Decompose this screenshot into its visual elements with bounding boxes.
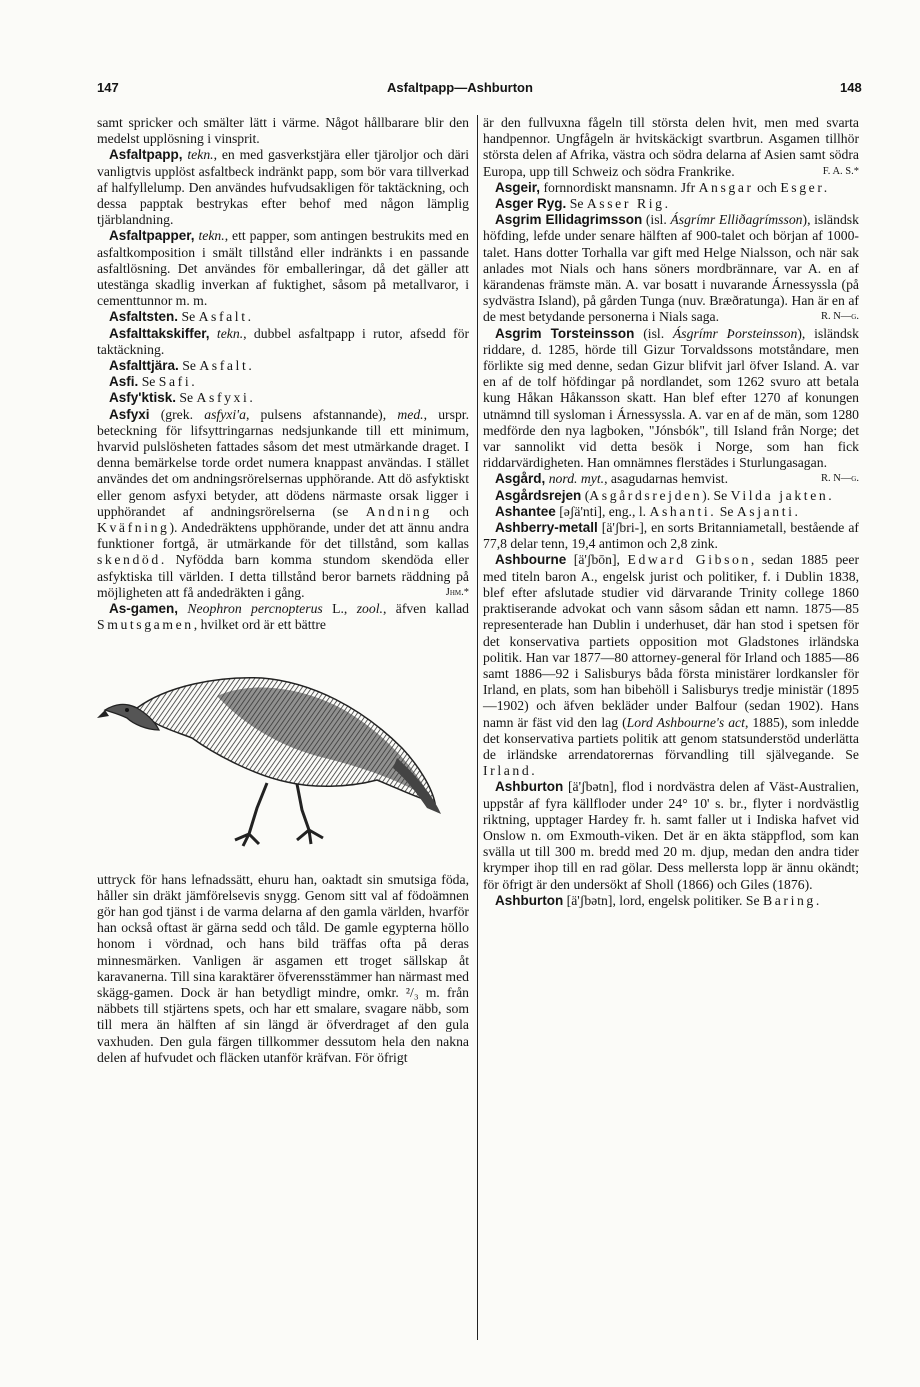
headword: Asfy'ktisk. <box>109 390 176 406</box>
person-name: Edward Gibson <box>627 552 751 568</box>
cross-reference: Vilda jakten. <box>730 487 835 503</box>
entry-body: , ett papper, som antingen bestrukits med en asfaltkomposition i smält tillstånd eller indränkts i en passande asfaltlösning. Det användes för emballeringar, då det gäller att utestänga skadlig inverkan af fuktighet, såsom på metallvaror, i cementtunnor m. m. <box>97 228 470 309</box>
see-label: Se <box>141 374 156 390</box>
entry-body: ), isländsk höfding, lefde under senare hälften af 900-talet och början af 1000-talet. Hans dotter Torhalla var gift med Helge Nialsson, och när sak anlades mot Nials och hans söners mordbrännare, var A. en af kärandenas främste män. A. var bosatt i nuvarande Árnessyssla (på sydvästra Island), på gården Tunga (nuv. Bræðratunga). Han är en af de mest betydande personerna i Nials saga. <box>483 212 859 325</box>
headword: Asger Ryg. <box>495 196 567 212</box>
entry-asgeir <box>483 180 859 196</box>
headword: Ashburton <box>495 779 564 795</box>
headword: Asfaltpapper, <box>109 228 195 244</box>
subject-tag: tekn. <box>216 325 244 341</box>
entry-body: ), isländsk riddare, d. 1285, hörde till Gizur Torvaldssons motståndare, men förlikte sig med denne, sedan Gizur blifvit jarl öfver Island. A. var en af de tolf höfdingar på nordlandet, som 1262 svuro att betala kung Håkan Håkansson skatt. Han blef efter 1270 af konungen utnämnd till sysloman i Árnessyssla. A. var en af de män, som 1280 medförde den nya lagboken, "Jónsbók", till Island från Norge; det var sannolikt vid detta besök i Norge, som han fick riddarvärdigheten. Han omnämnes flerstädes i Sturlungasagan. <box>483 325 859 471</box>
text-run: (isl. <box>642 212 671 228</box>
headword: Asfyxi <box>109 406 150 422</box>
vulture-leg-front <box>235 783 267 846</box>
cross-reference: Baring. <box>763 892 822 908</box>
headword: Ashantee <box>495 503 556 519</box>
entry-asger-ryg <box>483 196 859 212</box>
entry-ashburton-lord <box>483 893 859 909</box>
headword: As-gamen, <box>109 601 179 617</box>
see-label: Se <box>182 358 196 374</box>
headword: Asfalttjära. <box>109 358 179 374</box>
entry-asfaltpapp <box>97 147 469 228</box>
text-run: och <box>753 179 781 195</box>
cross-reference: Ansgar <box>698 179 754 195</box>
entry-body: , asagudarnas hemvist. <box>604 471 728 487</box>
entry-body: [ä'ʃbətn], lord, engelsk politiker. Se <box>563 892 763 908</box>
text-run: ). Se <box>702 487 731 503</box>
cross-reference: Asjanti. <box>736 503 801 519</box>
see-label: Se <box>569 196 584 212</box>
vulture-leg-back <box>297 784 323 844</box>
cross-reference: Safi. <box>158 374 198 390</box>
entry-body: [ä'ʃbətn], flod i nordvästra delen af Väst-Australien, uppstår af fyra källfloder under 24° 10' s. br., flyter i nordvästlig riktning, upptager Hardey fr. h. samt faller ut i Indiska hafvet vid Onslow n. om Exmouth-viken. Det är en äkta stäppflod, som kan svälla ut till 300 m. bredd med 20 m. djup, medan den andra tider krymper ihop till en rad gölar. Dess mellersta lopp är ännu okändt; för öfrigt är den undersökt af Sholl (1866) och Giles (1876). <box>483 779 859 892</box>
running-title: Asfaltpapp—Ashburton <box>387 80 533 95</box>
text-run: (grek. <box>149 406 205 422</box>
entry-asgrim-ellidagrimsson <box>483 212 859 325</box>
pronunciation: [ä'ʃbōn], <box>566 552 628 568</box>
entry-ashantee <box>483 504 859 520</box>
entry-body: , urspr. beteckning för lifsyttringarnas nedsjunkande till ett minimum, hvarvid pulslösheten fattades såsom det mest utmärkande draget. I denna bemärkelse torde ordet numera knappast användas. I stället användes det om andningsrörelsernas upphörande. Att dö asfyktiskt eller genom asfyxi betyder, att dödens närmaste orsak ligger i upphörandet af andningsrörelserna (se <box>97 406 470 519</box>
headword: Asgrim Ellidagrimsson <box>495 212 643 228</box>
entry-asfalttjara <box>97 358 469 374</box>
headword: Asfaltsten. <box>109 309 179 325</box>
column-divider <box>477 115 478 1340</box>
headword: Asfaltpapp, <box>109 147 183 163</box>
alt-form: Asgårdsrejden <box>589 487 703 503</box>
text-run: , hvilket ord är ett bättre <box>193 617 326 633</box>
subject-tag: tekn. <box>187 147 214 163</box>
headword: Asgård, <box>495 471 546 487</box>
entry-ashberry-metall <box>483 520 859 552</box>
cross-reference: Irland. <box>483 763 538 779</box>
text-run: ). Andedräktens upphörande, under det att ännu andra funktioner fortgå, är utmärkande för det tillstånd, som kallas <box>97 520 469 552</box>
entry-ashburton-river <box>483 779 859 892</box>
text-run: (isl. <box>634 325 673 341</box>
vulture-illustration <box>97 638 469 866</box>
cross-reference: Kväfning <box>97 520 170 536</box>
author-signature: R. N—g. <box>820 311 859 323</box>
cross-reference: Asser Rig. <box>586 196 671 212</box>
vulture-drawing <box>97 638 469 866</box>
entry-asgamen <box>97 601 469 633</box>
entry-body: fornnordiskt mansnamn. Jfr <box>540 179 699 195</box>
intro-paragraph: samt spricker och smälter lätt i värme. Något hållbarare blir den medelst upplösning i vinsprit. <box>97 115 469 147</box>
asgamen-conclusion <box>483 115 859 180</box>
entry-asfyxi <box>97 407 469 601</box>
cross-reference: Asfalt. <box>199 358 255 374</box>
subject-tag: med. <box>397 406 424 422</box>
text-run: , äfven kallad <box>382 601 470 617</box>
vulture-eye <box>125 708 129 712</box>
act-title: Lord Ashbourne's act <box>626 714 745 730</box>
see-label: Se <box>179 390 194 406</box>
page-header <box>0 80 920 100</box>
text-run: ( <box>581 487 590 503</box>
cross-reference: Ashanti. <box>649 503 717 519</box>
author-signature: F. A. S.* <box>822 165 859 177</box>
headword: Asgårdsrejen <box>495 487 582 503</box>
greek-term: asfyxi'a <box>204 406 246 422</box>
headword: Asgrim Torsteinsson <box>495 325 635 341</box>
left-column <box>97 115 469 1066</box>
text-run: , pulsens afstannande), <box>245 406 398 422</box>
author-signature: R. N—g. <box>820 473 859 485</box>
pronunciation: [əʃä'nti], eng., l. <box>555 503 650 519</box>
text-run: är den fullvuxna fågeln till största delen hvit, men med svarta handpennor. Ungfågeln är hvitskäckigt svartbrun. Asgamen tillhör största delen af Afrika, västra och södra delarna af Asien samt södra Europa, upp till Schweiz och södra Frankrike. <box>483 115 859 179</box>
entry-asgardsrejen <box>483 488 859 504</box>
headword: Asfalttakskiffer, <box>109 325 210 341</box>
headword: Ashberry-metall <box>495 520 598 536</box>
see-label: Se <box>716 503 737 519</box>
entry-ashbourne <box>483 552 859 779</box>
right-column <box>483 115 859 909</box>
entry-asfi <box>97 374 469 390</box>
asgamen-continuation: uttryck för hans lefnadssätt, ehuru han, oaktadt sin smutsiga föda, håller sin dräkt jämförelsevis snygg. Genom sitt val af födoämnen gör han god tjänst i de varma delarna af den gamla världen, hvarför han också oftast är gärna sedd och tåld. De gamle egypterna höllo honom i vördnad, och hans bild träffas ofta på deras minnesmärken. Vanligen är asgamen ett troget sällskap åt karavanerna. Till sina karaktärer öfverensstämmer han närmast med skägg-gamen. Dock är han betydligt mindre, omkr. ²/₃ m. från näbbets till stjärtens spets, och har ett smalare, svagare näbb, som till mera än hälften af sin längd är öfverdraget af den gula vaxhuden. Den gula färgen tillkommer dessutom hela den nakna delen af hufvudet och fläcken utanför kräfvan. För öfrigt <box>97 871 469 1065</box>
cross-reference: Asfyxi. <box>196 390 256 406</box>
see-label: Se <box>181 309 196 325</box>
cross-reference: Smutsgamen <box>97 617 194 633</box>
text-run: , 1885), som inledde det konservativa partiets politik att genom statsunderstöd underlätta de irländske arrendatorernas förvandling till självegande. Se <box>483 714 859 762</box>
page-number-right: 148 <box>840 80 862 95</box>
author-signature: Jhm.* <box>445 586 469 598</box>
cross-reference: Esger. <box>780 179 830 195</box>
entry-body: [ä'ʃbri-], en sorts Britanniametall, bestående af 77,8 delar tenn, 19,4 antimon och 2,8 zink. <box>483 520 859 552</box>
subject-tag: tekn. <box>198 228 225 244</box>
text-run: och <box>431 503 470 519</box>
entry-asfyktisk <box>97 390 469 406</box>
headword: Ashbourne <box>495 552 567 568</box>
latin-name: Neophron percnopterus <box>187 601 323 617</box>
text-run: . Nyfödda barn komma stundom skendöda eller asfyktiska till världen. I detta tillstånd beror barnets räddning på möjligheten att få andedräkten i gång. <box>97 552 469 600</box>
entry-asgard <box>483 471 859 487</box>
headword: Asgeir, <box>495 179 541 195</box>
entry-asfaltsten <box>97 309 469 325</box>
cross-reference: Andning <box>365 503 432 519</box>
headword: Ashburton <box>495 892 564 908</box>
native-name: Ásgrímr Þorsteinsson <box>672 325 798 341</box>
entry-body: , dubbel asfaltpapp i rutor, afsedd för taktäckning. <box>97 325 470 357</box>
subject-tag: nord. myt. <box>548 471 605 487</box>
headword: Asfi. <box>109 374 139 390</box>
page-number-left: 147 <box>97 80 119 95</box>
entry-body: , en med gasverkstjära eller tjäroljor och däri vanligtvis upplöst asfaltbeck indränkt papp, som bör vara tillverkad af halfyllelump. Den användes hufvudsakligen för taktäckning, och dessa papptak bestrykas efter behof med någon lämplig tjärblandning. <box>97 147 470 228</box>
text-run: L., <box>322 601 357 617</box>
entry-asfaltpapper <box>97 228 469 309</box>
cross-reference: skendöd <box>97 552 161 568</box>
native-name: Ásgrímr Elliðagrímsson <box>670 212 803 228</box>
cross-reference: Asfalt. <box>198 309 254 325</box>
subject-tag: zool. <box>356 601 383 617</box>
entry-asfalttakskiffer <box>97 326 469 358</box>
entry-body: , sedan 1885 peer med titeln baron A., engelsk jurist och politiker, f. i Dublin 1838, blef efter afslutade studier vid därvarande Trinity college 1860 praktiserande advokat och vann såsom sådan ett namn. 1875—85 representerade han Dublin i underhuset, där han stod i spetsen för det konservativa partiets opposition mot Gladstones irländska politik. Han var 1877—80 attorney-general för Irland och 1885—86 samt 1886—92 i Salisburys båda första ministärer lordkansler för Irland, en plats, som han bibehöll i Salisburys tredje ministär (1895—1902) och äfven bekläder under Balfour (sedan 1902). Hans namn är fäst vid den lag ( <box>483 552 859 730</box>
